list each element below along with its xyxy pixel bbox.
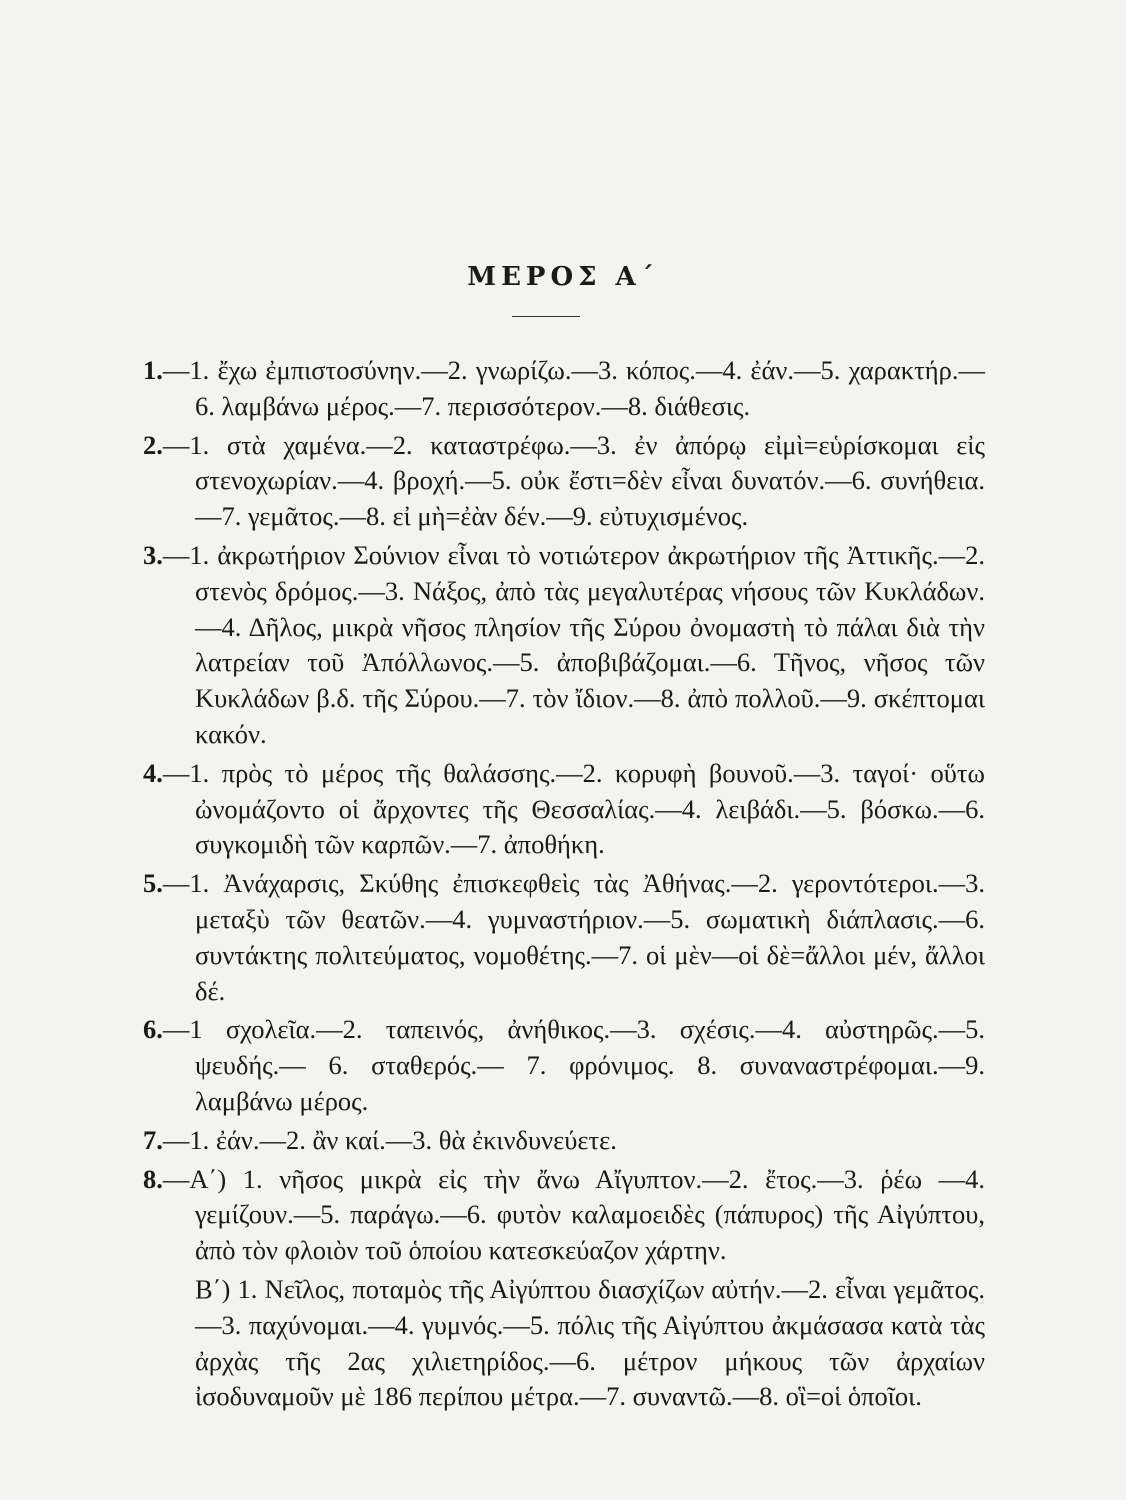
entry-number: 7. bbox=[143, 1124, 163, 1155]
entry-3 bbox=[143, 538, 985, 753]
entry-number: 5. bbox=[143, 868, 163, 899]
entry-number: 4. bbox=[143, 757, 163, 788]
entry-text: —1. ἐάν.—2. ἂν καί.—3. θὰ ἐκινδυνεύετε. bbox=[162, 1124, 617, 1155]
entry-text: —1. στὰ χαμένα.—2. καταστρέφω.—3. ἐν ἀπόρῳ εἰμὶ=εὑρίσκομαι εἰς στενοχωρίαν.—4. βροχή.—5. οὐκ ἔστι=δὲν εἶναι δυνατόν.—6. συνήθεια.—7. γεμᾶτος.—8. εἰ μὴ=ἐὰν δέν.—9. εὐτυχισμένος. bbox=[162, 429, 985, 532]
entry-text: —1 σχολεῖα.—2. ταπεινός, ἀνήθικος.—3. σχέσις.—4. αὐστηρῶς.—5. ψευδής.— 6. σταθερός.— 7. φρόνιμος. 8. συναναστρέφομαι.—9. λαμβάνω μέρος. bbox=[162, 1014, 985, 1116]
entry-number: 8. bbox=[143, 1163, 163, 1194]
entry-text: —1. πρὸς τὸ μέρος τῆς θαλάσσης.—2. κορυφὴ βουνοῦ.—3. ταγοί· οὕτω ὠνομάζοντο οἱ ἄρχοντες τῆς Θεσσαλίας.—4. λειβάδι.—5. βόσκω.—6. συγκομιδὴ τῶν καρπῶν.—7. ἀποθήκη. bbox=[162, 757, 985, 860]
answer-list bbox=[143, 353, 985, 1418]
entry-number: 3. bbox=[143, 539, 163, 570]
entry-7 bbox=[143, 1123, 985, 1159]
entry-2 bbox=[143, 428, 985, 535]
entry-4 bbox=[143, 756, 985, 863]
entry-text: —Α΄) 1. νῆσος μικρὰ εἰς τὴν ἄνω Αἴγυπτον.—2. ἔτος.—3. ῥέω —4. γεμίζουν.—5. παράγω.—6. φυτὸν καλαμοειδὲς (πάπυρος) τῆς Αἰγύπτου, ἀπὸ τὸν φλοιὸν τοῦ ὁποίου κατεσκεύαζον χάρτην. bbox=[162, 1163, 985, 1266]
entry-6 bbox=[143, 1012, 985, 1119]
section-heading: ΜΕΡΟΣ Α΄ bbox=[467, 262, 659, 292]
entry-text: —1. Ἀνάχαρσις, Σκύθης ἐπισκεφθεὶς τὰς Ἀθήνας.—2. γεροντότεροι.—3. μεταξὺ τῶν θεατῶν.—4. γυμναστήριον.—5. σωματικὴ διάπλασις.—6. συντάκτης πολιτεύματος, νομοθέτης.—7. οἱ μὲν—οἱ δὲ=ἄλλοι μέν, ἄλλοι δέ. bbox=[162, 868, 985, 1006]
heading-underline bbox=[512, 316, 580, 317]
entry-5 bbox=[143, 866, 985, 1009]
entry-1 bbox=[143, 353, 985, 425]
entry-8 bbox=[143, 1162, 985, 1269]
entry-number: 1. bbox=[143, 355, 163, 385]
entry-number: 2. bbox=[143, 429, 163, 460]
entry-8-part-b: Β΄) 1. Νεῖλος, ποταμὸς τῆς Αἰγύπτου διασχίζων αὐτήν.—2. εἶναι γεμᾶτος.—3. παχύνομαι.—4. γυμνός.—5. πόλις τῆς Αἰγύπτου ἀκμάσασα κατὰ τὰς ἀρχὰς τῆς 2ας χιλιετηρίδος.—6. μέτρον μήκους τῶν ἀρχαίων ἰσοδυναμοῦν μὲ 186 περίπου μέτρα.—7. συναντῶ.—8. οἳ=οἱ ὁποῖοι. bbox=[195, 1273, 985, 1412]
entry-text: —1. ἀκρωτήριον Σούνιον εἶναι τὸ νοτιώτερον ἀκρωτήριον τῆς Ἀττικῆς.—2. στενὸς δρόμος.—3. Νάξος, ἀπὸ τὰς μεγαλυτέρας νήσους τῶν Κυκλάδων.—4. Δῆλος, μικρὰ νῆσος πλησίον τῆς Σύρου ὀνομαστὴ τὸ πάλαι διὰ τὴν λατρείαν τοῦ Ἀπόλλωνος.—5. ἀποβιβάζομαι.—6. Τῆνος, νῆσος τῶν Κυκλάδων β.δ. τῆς Σύρου.—7. τὸν ἴδιον.—8. ἀπὸ πολλοῦ.—9. σκέπτομαι κακόν. bbox=[162, 539, 985, 749]
entry-text: —1. ἔχω ἐμπιστοσύνην.—2. γνωρίζω.—3. κόπος.—4. ἐάν.—5. χαρακτήρ.—6. λαμβάνω μέρος.—7. περισσότερον.—8. διάθεσις. bbox=[162, 355, 985, 421]
entry-number: 6. bbox=[143, 1014, 163, 1045]
